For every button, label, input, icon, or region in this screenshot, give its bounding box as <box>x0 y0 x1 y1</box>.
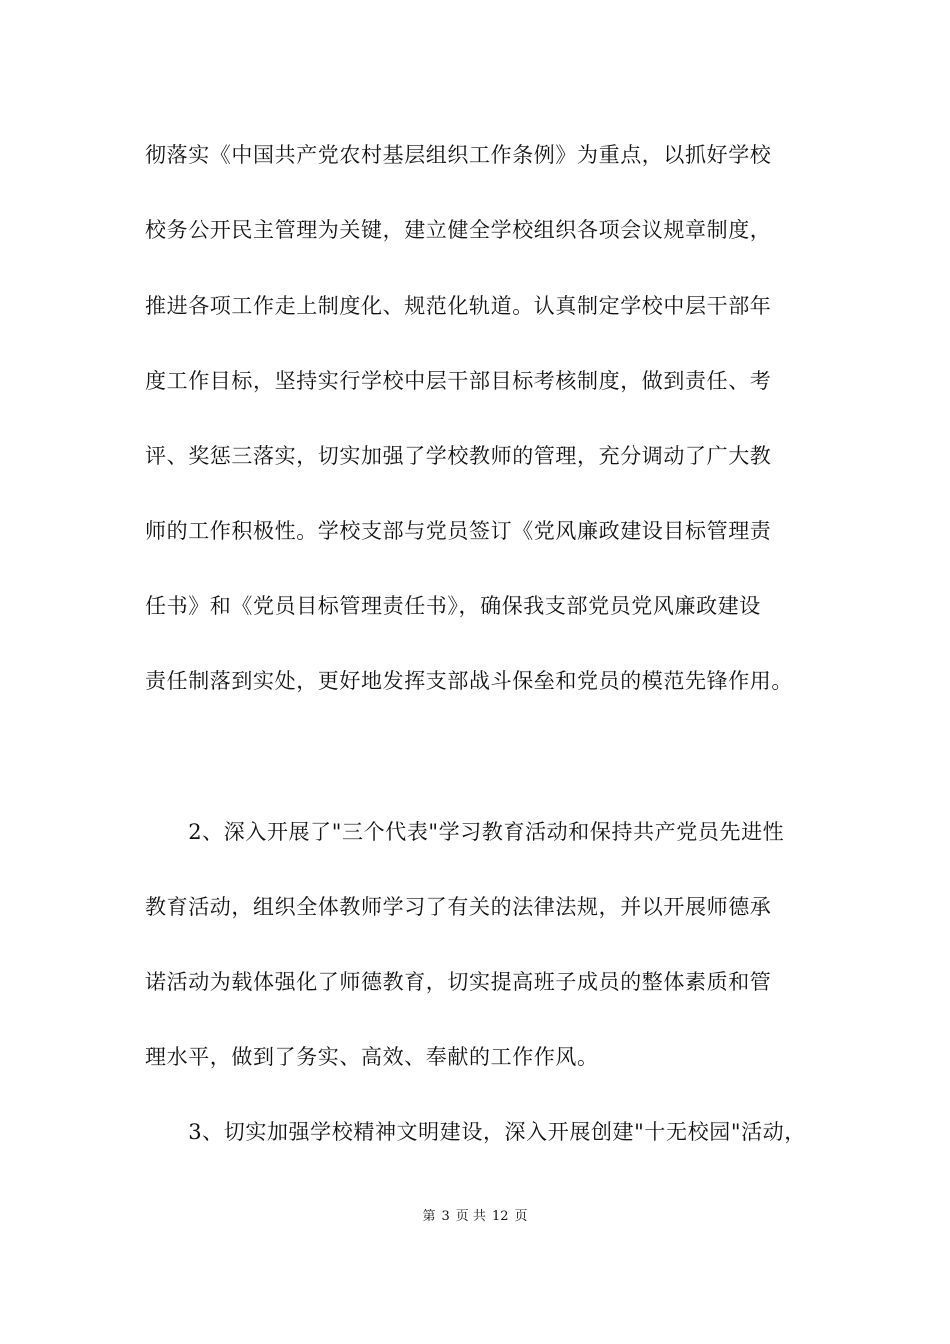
footer-prefix: 第 <box>422 1209 436 1224</box>
body-text-line: 2、深入开展了"三个代表"学习教育活动和保持共产党员先进性 <box>145 820 785 844</box>
page-footer <box>0 1209 950 1225</box>
body-text-line: 度工作目标，坚持实行学校中层干部目标考核制度，做到责任、考 <box>145 369 772 393</box>
body-text-line: 评、奖惩三落实，切实加强了学校教师的管理，充分调动了广大教 <box>145 444 772 468</box>
footer-current-page: 3 <box>441 1209 450 1224</box>
body-text-line: 师的工作积极性。学校支部与党员签订《党风廉政建设目标管理责 <box>145 519 772 543</box>
body-text-line: 诺活动为载体强化了师德教育，切实提高班子成员的整体素质和管 <box>145 970 772 994</box>
footer-total-pages: 12 <box>491 1209 509 1224</box>
body-text-line: 校务公开民主管理为关键，建立健全学校组织各项会议规章制度， <box>145 218 772 242</box>
body-text-line: 彻落实《中国共产党农村基层组织工作条例》为重点，以抓好学校 <box>145 143 772 167</box>
body-text-line: 教育活动，组织全体教师学习了有关的法律法规，并以开展师德承 <box>145 895 772 919</box>
footer-middle: 页 共 <box>455 1209 486 1224</box>
body-text-line: 责任制落到实处，更好地发挥支部战斗保垒和党员的模范先锋作用。 <box>145 669 793 693</box>
body-text-line: 任书》和《党员目标管理责任书》，确保我支部党员党风廉政建设 <box>145 594 761 618</box>
footer-suffix: 页 <box>514 1209 528 1224</box>
body-text-line: 推进各项工作走上制度化、规范化轨道。认真制定学校中层干部年 <box>145 294 772 318</box>
body-text-line: 3、切实加强学校精神文明建设，深入开展创建"十无校园"活动， <box>145 1120 806 1144</box>
body-text-line: 理水平，做到了务实、高效、奉献的工作作风。 <box>145 1045 599 1069</box>
